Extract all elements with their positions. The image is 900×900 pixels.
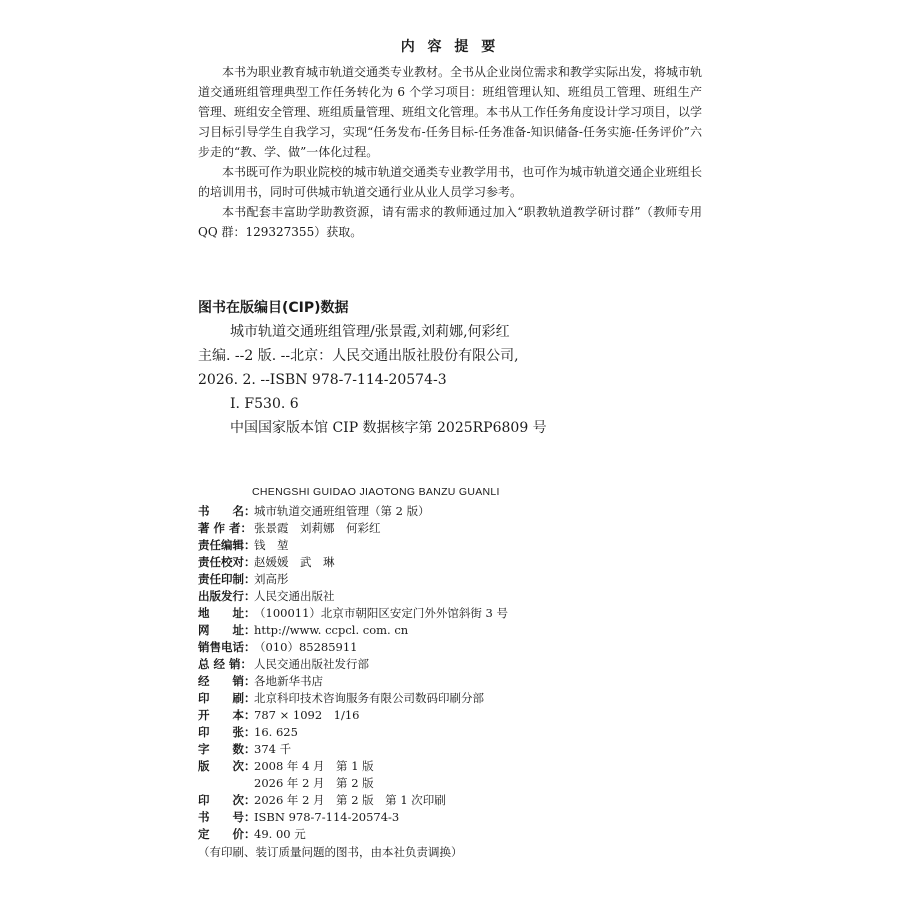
colophon-value: 2026 年 2 月 第 2 版 (254, 776, 374, 790)
colophon-value: 16. 625 (254, 725, 298, 739)
colophon-row (198, 741, 718, 758)
cip-line: 主编. --2 版. --北京：人民交通出版社股份有限公司, (198, 348, 519, 364)
cip-data-block (198, 296, 758, 440)
colophon-row (198, 826, 718, 843)
colophon-row (198, 503, 718, 520)
colophon-value: 人民交通出版社发行部 (254, 657, 369, 671)
colophon-label: 印 次： (198, 793, 256, 807)
summary-title: 内 容 提 要 (400, 39, 500, 55)
colophon-label: 书 号： (198, 810, 256, 824)
colophon-row (198, 707, 718, 724)
colophon-label: 总 经 销： (198, 657, 253, 671)
cip-line: 中国国家版本馆 CIP 数据核字第 2025RP6809 号 (230, 420, 547, 436)
colophon-label: 销售电话： (198, 640, 256, 654)
colophon-label: 印 刷： (198, 691, 256, 705)
colophon-label: 书 名： (198, 504, 256, 518)
colophon-label: 字 数： (198, 742, 256, 756)
summary-paragraph: 本书既可作为职业院校的城市轨道交通类专业教学用书，也可作为城市轨道交通企业班组长的培训用书，同时可供城市轨道交通行业从业人员学习参考。 (198, 165, 703, 199)
colophon-value: 赵媛媛 武 琳 (254, 555, 335, 569)
colophon-value: 城市轨道交通班组管理（第 2 版） (254, 504, 430, 518)
summary-paragraph: 本书为职业教育城市轨道交通类专业教材。全书从企业岗位需求和教学实际出发，将城市轨道交通班组管理典型工作任务转化为 6 个学习项目：班组管理认知、班组员工管理、班组生产管理、班组安全管理、班组质量管理、班组文化管理。本书从工作任务角度设计学习项目，以学习目标引导学生自我学习，实现“任务发布-任务目标-任务准备-知识储备-任务实施-任务评价”六步走的“教、学、做”一体化过程。 (198, 65, 703, 159)
colophon-row (198, 673, 718, 690)
colophon-value: 北京科印技术咨询服务有限公司数码印刷分部 (254, 691, 484, 705)
colophon-value: ISBN 978-7-114-20574-3 (254, 810, 400, 824)
colophon-row (198, 656, 718, 673)
colophon-value: 张景霞 刘莉娜 何彩红 (254, 521, 381, 535)
colophon-row (198, 775, 718, 792)
cip-line: 2026. 2. --ISBN 978-7-114-20574-3 (198, 372, 447, 388)
colophon-label: 责任印制： (198, 572, 256, 586)
colophon-label: 责任校对： (198, 555, 256, 569)
colophon-value: 人民交通出版社 (254, 589, 335, 603)
colophon-row (198, 622, 718, 639)
pinyin-title: CHENGSHI GUIDAO JIAOTONG BANZU GUANLI (252, 486, 500, 498)
colophon-value: 钱 堃 (254, 538, 289, 552)
colophon (198, 484, 718, 861)
colophon-value: 49. 00 元 (254, 827, 306, 841)
colophon-label: 印 张： (198, 725, 256, 739)
colophon-row (198, 758, 718, 775)
colophon-value: 374 千 (254, 742, 292, 756)
colophon-value: http://www. ccpcl. com. cn (254, 623, 409, 637)
colophon-row (198, 792, 718, 809)
colophon-label: 网 址： (198, 623, 256, 637)
colophon-value: 2026 年 2 月 第 2 版 第 1 次印刷 (254, 793, 446, 807)
cip-heading: 图书在版编目(CIP)数据 (198, 300, 349, 316)
colophon-row (198, 554, 718, 571)
summary-paragraph: 本书配套丰富助学助教资源，请有需求的教师通过加入“职教轨道教学研讨群”（教师专用 QQ 群：129327355）获取。 (198, 205, 702, 239)
colophon-label: 地 址： (198, 606, 256, 620)
colophon-label: 经 销： (198, 674, 256, 688)
colophon-label (198, 775, 254, 792)
colophon-value: 787 × 1092 1/16 (254, 708, 360, 722)
colophon-value: （100011）北京市朝阳区安定门外外馆斜街 3 号 (254, 606, 509, 620)
colophon-row (198, 588, 718, 605)
colophon-value: 刘高彤 (254, 572, 289, 586)
colophon-rows (198, 503, 718, 843)
colophon-label: 版 次： (198, 759, 256, 773)
colophon-label: 开 本： (198, 708, 256, 722)
colophon-row (198, 571, 718, 588)
colophon-row (198, 605, 718, 622)
colophon-label: 责任编辑： (198, 538, 256, 552)
summary-body (198, 62, 702, 242)
colophon-value: 2008 年 4 月 第 1 版 (254, 759, 374, 773)
colophon-label: 出版发行： (198, 589, 256, 603)
colophon-row (198, 520, 718, 537)
colophon-value: 各地新华书店 (254, 674, 323, 688)
cip-line: Ⅰ. F530. 6 (230, 396, 299, 412)
colophon-row (198, 809, 718, 826)
colophon-row (198, 537, 718, 554)
cip-line: 城市轨道交通班组管理/张景霞,刘莉娜,何彩红 (230, 324, 510, 340)
colophon-label: 著 作 者： (198, 521, 253, 535)
colophon-value: （010）85285911 (254, 640, 358, 654)
colophon-row (198, 690, 718, 707)
colophon-label: 定 价： (198, 827, 256, 841)
quality-note: （有印刷、装订质量问题的图书，由本社负责调换） (198, 845, 463, 859)
colophon-row (198, 639, 718, 656)
colophon-row (198, 724, 718, 741)
